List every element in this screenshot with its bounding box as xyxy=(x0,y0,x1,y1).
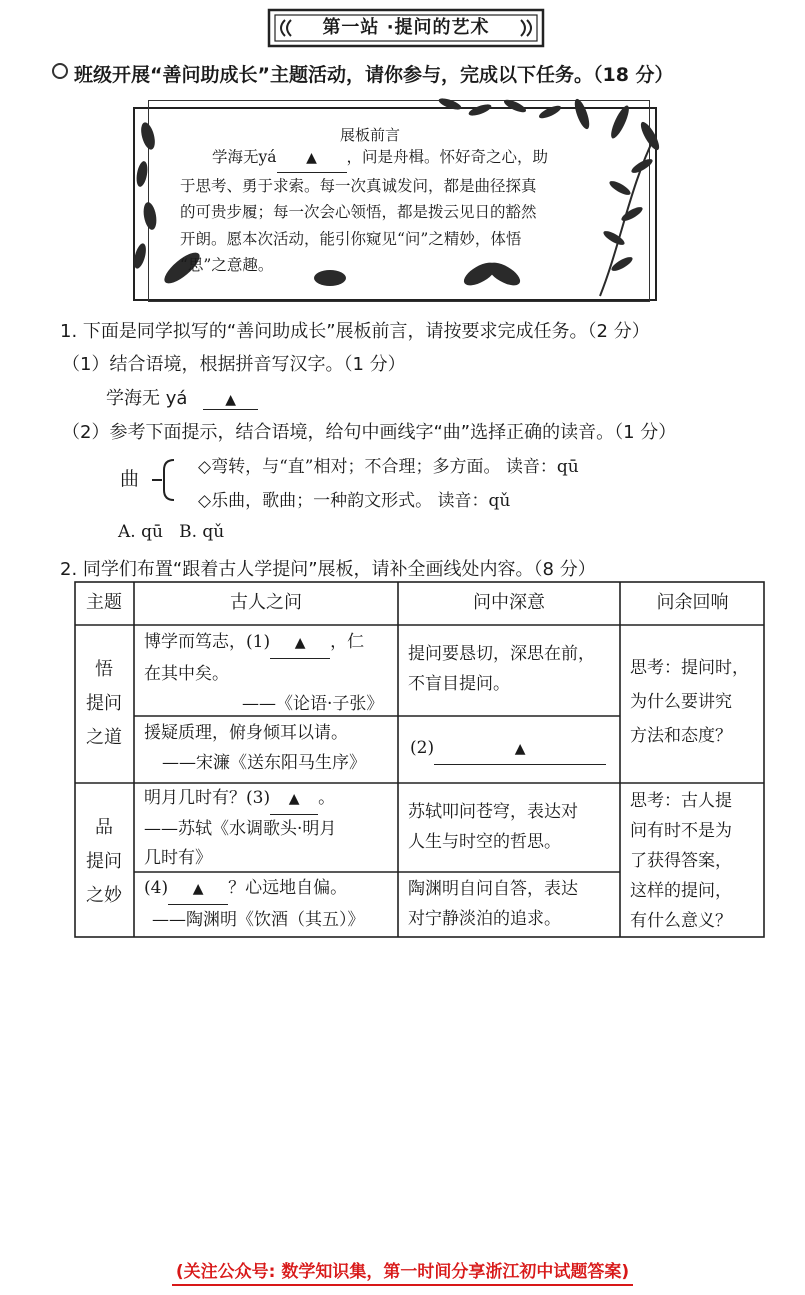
banner-title: 第一站 ·提问的艺术 xyxy=(322,17,490,38)
reading-option-1: ◇弯转，与“直”相对；不合理；多方面。 读音：qū xyxy=(198,457,579,477)
board-title: 展板前言 xyxy=(340,126,401,144)
answer-blank[interactable] xyxy=(277,144,347,173)
section-banner xyxy=(267,8,545,48)
triangle-icon: ▲ xyxy=(306,150,317,166)
board-line-3: 的可贵步履；每一次会心领悟，都是拨云见日的豁然 xyxy=(180,203,537,221)
question-1-sub1: （1）结合语境，根据拼音写汉字。（1 分） xyxy=(62,354,406,375)
task-intro xyxy=(52,60,674,87)
answer-blank[interactable] xyxy=(168,873,228,905)
theme-group-2: 品 提问 之妙 xyxy=(86,817,122,906)
triangle-icon: ▲ xyxy=(288,791,300,807)
question-1-sub2: （2）参考下面提示，结合语境，给句中画线字“曲”选择正确的读音。（1 分） xyxy=(62,422,677,443)
board-line-4: 开朗。愿本次活动，能引你窥见“问”之精妙，体悟 xyxy=(180,229,522,248)
board-line-1: 学海无yá ▲ ，问是舟楫。怀好奇之心，助 xyxy=(180,144,600,173)
question-1-sub1-answer: 学海无 yá ▲ xyxy=(106,384,258,410)
meaning-1: 提问要恳切，深思在前， 不盲目提问。 xyxy=(408,644,595,694)
header-echo: 问余回响 xyxy=(656,592,729,613)
echo-1: 思考：提问时， 为什么要讲究 方法和态度？ xyxy=(630,658,749,746)
quote-4: (4) ▲ ？心远地自偏。 ——陶渊明《饮酒（其五）》 xyxy=(144,873,396,935)
quote-2: 援疑质理，俯身倾耳以请。 ——宋濂《送东阳马生序》 xyxy=(144,723,366,773)
answer-blank[interactable] xyxy=(270,784,318,815)
circle-bullet-icon xyxy=(52,63,68,79)
board-line-2: 于思考、勇于求索。每一次真诚发问，都是曲径探真 xyxy=(180,176,537,195)
header-deep-meaning: 问中深意 xyxy=(473,592,545,613)
theme-group-1: 悟 提问 之道 xyxy=(86,659,122,748)
brace-icon xyxy=(148,456,188,502)
triangle-icon: ▲ xyxy=(514,741,526,757)
question-table xyxy=(74,581,765,938)
triangle-icon: ▲ xyxy=(192,881,204,897)
triangle-icon: ▲ xyxy=(225,392,237,408)
footer-notice: (关注公众号: 数学知识集，第一时间分享浙江初中试题答案) xyxy=(0,1257,805,1282)
header-theme: 主题 xyxy=(86,592,122,613)
intro-text: 班级开展“善问助成长”主题活动，请你参与，完成以下任务。（18 分） xyxy=(74,64,674,86)
board-line-5: “思”之意趣。 xyxy=(180,256,274,274)
answer-blank[interactable] xyxy=(203,388,258,410)
meaning-3: 苏轼叩问苍穹，表达对 人生与时空的哲思。 xyxy=(408,802,578,852)
reading-option-2: ◇乐曲，歌曲；一种韵文形式。 读音：qǔ xyxy=(198,491,511,511)
board-body xyxy=(180,144,600,279)
meaning-4: 陶渊明自问自答，表达 对宁静淡泊的追求。 xyxy=(408,879,578,929)
quote-1: 博学而笃志，(1) ▲ ，仁 在其中矣。 ——《论语·子张》 xyxy=(144,627,396,719)
meaning-2: (2) ▲ xyxy=(410,733,620,765)
reading-choices: A. qū B. qǔ xyxy=(118,522,225,542)
answer-blank[interactable] xyxy=(434,733,606,765)
target-char: 曲 xyxy=(120,468,140,490)
triangle-icon: ▲ xyxy=(294,635,306,651)
answer-blank[interactable] xyxy=(270,627,330,659)
quote-3: 明月几时有？(3) ▲ 。 ——苏轼《水调歌头·明月 几时有》 xyxy=(144,784,396,873)
question-1-stem: 1. 下面是同学拟写的“善问助成长”展板前言，请按要求完成任务。（2 分） xyxy=(60,321,650,342)
echo-2: 思考：古人提 问有时不是为 了获得答案， 这样的提问， 有什么意义？ xyxy=(630,791,732,931)
header-ancient-question: 古人之问 xyxy=(230,592,302,613)
question-2-stem: 2. 同学们布置“跟着古人学提问”展板，请补全画线处内容。（8 分） xyxy=(60,559,596,580)
